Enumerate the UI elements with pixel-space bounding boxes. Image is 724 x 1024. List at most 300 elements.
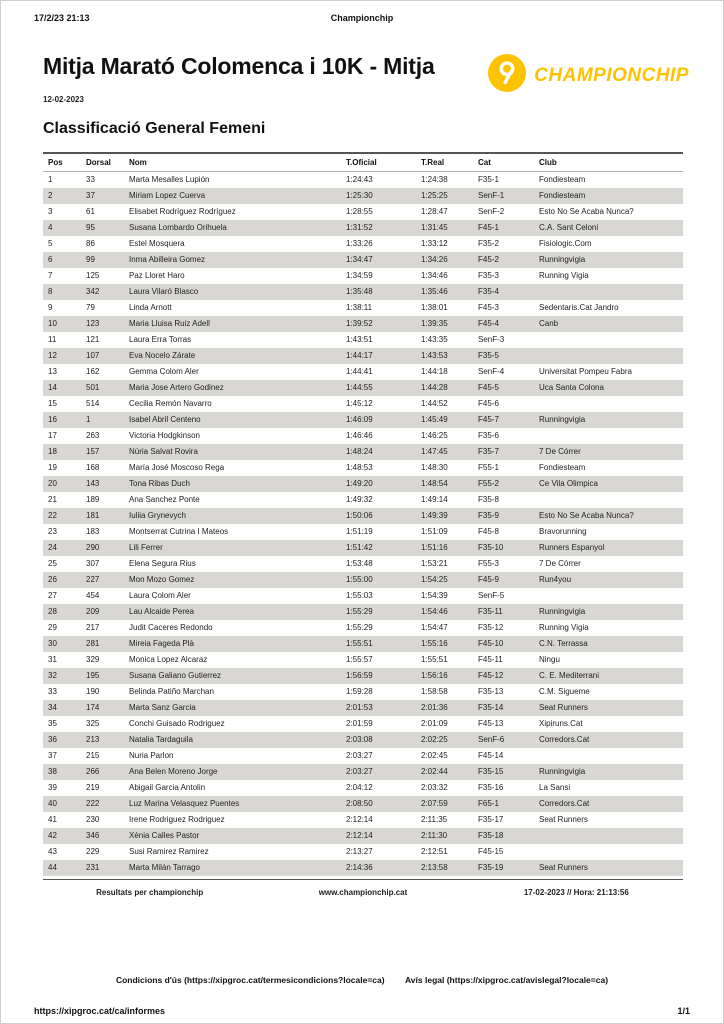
cell-nom: Belinda Patiño Marchan [129,687,214,696]
cell-nom: Nuria Parlon [129,751,174,760]
table-row [43,604,683,620]
cell-dorsal: 123 [86,319,100,328]
cell-cat: F45-7 [478,415,499,424]
cell-dorsal: 183 [86,527,100,536]
cell-club: Fisiologic.Com [539,239,592,248]
cell-t-oficial: 1:55:29 [346,623,373,632]
cell-cat: F45-5 [478,383,499,392]
cell-nom: Lau Alcaide Perea [129,607,194,616]
cell-dorsal: 222 [86,799,100,808]
cell-nom: Irene Rodriguez Rodriguez [129,815,225,824]
cell-t-oficial: 1:51:19 [346,527,373,536]
cell-pos: 40 [48,799,57,808]
cell-nom: Gemma Colom Aler [129,367,199,376]
cell-nom: María José Moscoso Rega [129,463,225,472]
cell-dorsal: 79 [86,303,95,312]
table-row [43,588,683,604]
cell-club [534,428,683,444]
results-table [43,152,683,876]
cell-pos: 28 [48,607,57,616]
cell-dorsal: 454 [86,591,100,600]
cell-pos: 32 [48,671,57,680]
cell-pos: 27 [48,591,57,600]
cell-t-real: 1:46:25 [421,431,448,440]
print-header [34,13,690,23]
cell-dorsal: 195 [86,671,100,680]
cell-t-oficial: 1:53:48 [346,559,373,568]
cell-cat: F65-1 [478,799,499,808]
cell-nom: Elisabet Rodríguez Rodríguez [129,207,236,216]
cell-dorsal: 107 [86,351,100,360]
cell-t-real: 1:34:26 [421,255,448,264]
cell-nom: Isabel Abril Centeno [129,415,201,424]
cell-nom: Ana Belen Moreno Jorge [129,767,218,776]
section-title: Classificació General Femeni [43,120,266,137]
cell-t-oficial: 1:49:32 [346,495,373,504]
legal-links-line [1,975,723,985]
cell-t-oficial: 1:49:20 [346,479,373,488]
cell-t-oficial: 1:35:48 [346,287,373,296]
cell-t-real: 2:02:45 [421,751,448,760]
cell-cat: SenF-3 [478,335,505,344]
cell-cat: F35-17 [478,815,504,824]
cell-cat: F35-5 [478,351,499,360]
cell-nom: Marta Mesalles Lupión [129,175,210,184]
cell-club: Corredors.Cat [539,735,590,744]
cell-pos: 23 [48,527,57,536]
cell-nom: Mireia Fageda Plà [129,639,194,648]
cell-nom: Natalia Tardaguila [129,735,193,744]
cell-t-oficial: 1:55:00 [346,575,373,584]
report-footer [43,879,683,897]
table-row [43,492,683,508]
cell-pos: 18 [48,447,57,456]
table-row [43,828,683,844]
column-header-pos: Pos [43,153,81,172]
cell-nom: Miriam Lopez Cuerva [129,191,206,200]
cell-dorsal: 157 [86,447,100,456]
cell-pos: 9 [48,303,53,312]
cell-cat: F35-2 [478,239,499,248]
cell-pos: 10 [48,319,57,328]
cell-cat: F45-9 [478,575,499,584]
cell-cat: F45-1 [478,223,499,232]
cell-pos: 3 [48,207,53,216]
cell-cat: F55-2 [478,479,499,488]
cell-pos: 12 [48,351,57,360]
table-row [43,236,683,252]
table-row [43,668,683,684]
cell-t-real: 1:54:25 [421,575,448,584]
cell-dorsal: 281 [86,639,100,648]
table-row [43,396,683,412]
cell-t-oficial: 1:44:55 [346,383,373,392]
cell-dorsal: 125 [86,271,100,280]
cell-t-real: 1:47:45 [421,447,448,456]
cell-nom: Conchi Guisado Rodriguez [129,719,225,728]
cell-dorsal: 33 [86,175,95,184]
cell-nom: Abigail Garcia Antolin [129,783,206,792]
cell-t-oficial: 1:33:26 [346,239,373,248]
table-row [43,460,683,476]
cell-t-oficial: 1:31:52 [346,223,373,232]
cell-nom: Paz Lloret Haro [129,271,185,280]
table-row [43,700,683,716]
cell-dorsal: 215 [86,751,100,760]
cell-pos: 21 [48,495,57,504]
cell-pos: 37 [48,751,57,760]
cell-dorsal: 230 [86,815,100,824]
cell-t-oficial: 1:48:53 [346,463,373,472]
table-row [43,252,683,268]
cell-pos: 24 [48,543,57,552]
cell-dorsal: 227 [86,575,100,584]
cell-t-oficial: 2:03:27 [346,751,373,760]
column-header-cat: Cat [473,153,534,172]
cell-t-oficial: 2:13:27 [346,847,373,856]
cell-nom: Elena Segura Rius [129,559,196,568]
cell-t-real: 1:44:52 [421,399,448,408]
cell-pos: 36 [48,735,57,744]
cell-dorsal: 143 [86,479,100,488]
cell-t-real: 1:33:12 [421,239,448,248]
table-row [43,508,683,524]
table-row [43,684,683,700]
cell-t-oficial: 1:46:09 [346,415,373,424]
cell-pos: 1 [48,175,53,184]
cell-pos: 29 [48,623,57,632]
cell-pos: 35 [48,719,57,728]
cell-dorsal: 190 [86,687,100,696]
cell-club: Esto No Se Acaba Nunca? [539,207,634,216]
table-row [43,572,683,588]
column-header-t-oficial: T.Oficial [341,153,416,172]
cell-t-real: 1:43:53 [421,351,448,360]
cell-pos: 16 [48,415,57,424]
cell-t-oficial: 1:56:59 [346,671,373,680]
cell-pos: 41 [48,815,57,824]
cell-t-oficial: 1:34:59 [346,271,373,280]
column-header-t-real: T.Real [416,153,473,172]
cell-t-oficial: 2:08:50 [346,799,373,808]
cell-t-real: 1:24:38 [421,175,448,184]
cell-t-real: 1:31:45 [421,223,448,232]
cell-t-oficial: 1:25:30 [346,191,373,200]
table-row [43,268,683,284]
cell-club: Bravorunning [539,527,587,536]
cell-club: Runningvigia [539,415,586,424]
cell-t-real: 1:54:47 [421,623,448,632]
table-row [43,748,683,764]
cell-cat: F35-18 [478,831,504,840]
cell-t-real: 1:48:30 [421,463,448,472]
cell-nom: Inma Abilleira Gomez [129,255,206,264]
cell-club: Ce Vila Olimpica [539,479,598,488]
cell-nom: Victoria Hodgkinson [129,431,201,440]
cell-cat: SenF-6 [478,735,505,744]
cell-cat: F45-10 [478,639,504,648]
cell-pos: 11 [48,335,57,344]
cell-dorsal: 217 [86,623,100,632]
cell-t-real: 2:07:59 [421,799,448,808]
cell-club: Seat Runners [539,863,588,872]
cell-t-real: 1:48:54 [421,479,448,488]
cell-nom: Lili Ferrer [129,543,163,552]
cell-club: Ningu [539,655,560,664]
cell-t-real: 1:55:51 [421,655,448,664]
cell-t-oficial: 1:59:28 [346,687,373,696]
cell-t-real: 2:03:32 [421,783,448,792]
cell-dorsal: 290 [86,543,100,552]
cell-club [534,748,683,764]
cell-t-oficial: 2:01:59 [346,719,373,728]
cell-club: Runningvigia [539,767,586,776]
cell-t-oficial: 2:14:36 [346,863,373,872]
cell-pos: 8 [48,287,53,296]
table-row [43,540,683,556]
table-row [43,428,683,444]
cell-nom: Xènia Calles Pastor [129,831,200,840]
table-row [43,316,683,332]
cell-nom: Laura Colom Aler [129,591,191,600]
cell-t-oficial: 1:51:42 [346,543,373,552]
cell-pos: 31 [48,655,57,664]
cell-cat: F35-1 [478,175,499,184]
cell-t-real: 2:12:51 [421,847,448,856]
cell-t-real: 1:55:16 [421,639,448,648]
cell-dorsal: 514 [86,399,100,408]
cell-dorsal: 189 [86,495,100,504]
cell-nom: Montserrat Cutrina I Mateos [129,527,229,536]
cell-nom: Mon Mozo Gomez [129,575,195,584]
page-title: Mitja Marató Colomenca i 10K - Mitja [43,53,435,79]
cell-club: Corredors.Cat [539,799,590,808]
cell-nom: Luz Marina Velasquez Puentes [129,799,240,808]
cell-pos: 15 [48,399,57,408]
cell-dorsal: 37 [86,191,95,200]
cell-cat: F35-6 [478,431,499,440]
cell-nom: Ana Sanchez Ponte [129,495,200,504]
cell-nom: Susana Lombardo Orihuela [129,223,227,232]
table-row [43,796,683,812]
cell-pos: 2 [48,191,53,200]
cell-club: Esto No Se Acaba Nunca? [539,511,634,520]
cell-t-oficial: 1:55:51 [346,639,373,648]
cell-nom: Tona Ribas Duch [129,479,190,488]
cell-club: C.A. Sant Celoni [539,223,599,232]
cell-dorsal: 346 [86,831,100,840]
cell-cat: F35-3 [478,271,499,280]
cell-cat: F35-10 [478,543,504,552]
cell-club: Xipiruns.Cat [539,719,583,728]
cell-cat: F35-11 [478,607,503,616]
cell-t-oficial: 1:46:46 [346,431,373,440]
cell-t-real: 1:45:49 [421,415,448,424]
table-row [43,764,683,780]
cell-pos: 44 [48,863,57,872]
cell-t-real: 1:51:16 [421,543,448,552]
cell-t-oficial: 1:39:52 [346,319,373,328]
cell-club: Fondiesteam [539,191,586,200]
cell-cat: SenF-1 [478,191,505,200]
cell-t-real: 1:43:35 [421,335,448,344]
cell-pos: 5 [48,239,53,248]
cell-club: La Sansi [539,783,571,792]
cell-nom: Estel Mosquera [129,239,185,248]
print-doc-name: Championchip [330,13,394,23]
cell-cat: SenF-4 [478,367,505,376]
cell-dorsal: 263 [86,431,100,440]
cell-nom: Laura Vilaró Blasco [129,287,199,296]
cell-pos: 20 [48,479,57,488]
cell-t-real: 2:01:36 [421,703,448,712]
cell-cat: F55-3 [478,559,499,568]
cell-t-real: 1:51:09 [421,527,448,536]
cell-t-oficial: 1:24:43 [346,175,373,184]
cell-dorsal: 209 [86,607,100,616]
cell-dorsal: 168 [86,463,100,472]
table-row [43,524,683,540]
legal-notice-link[interactable]: Avís legal (https://xipgroc.cat/avislegal?locale=ca) [404,975,609,985]
print-footer [34,1006,690,1016]
cell-t-real: 1:28:47 [421,207,448,216]
table-row [43,332,683,348]
print-datetime: 17/2/23 21:13 [34,13,90,23]
cell-cat: F35-13 [478,687,504,696]
terms-link[interactable]: Condicions d'ús (https://xipgroc.cat/termesicondicions?locale=ca) [115,975,385,985]
page-number: 1/1 [677,1006,690,1016]
cell-dorsal: 229 [86,847,100,856]
cell-dorsal: 86 [86,239,95,248]
table-row [43,716,683,732]
cell-club: 7 De Córrer [539,447,581,456]
cell-t-real: 1:39:35 [421,319,448,328]
cell-t-oficial: 1:44:41 [346,367,373,376]
cell-club [534,828,683,844]
cell-cat: F45-2 [478,255,499,264]
cell-dorsal: 325 [86,719,100,728]
cell-club: Runningvigia [539,255,586,264]
table-row [43,204,683,220]
cell-t-real: 1:44:18 [421,367,448,376]
event-date: 12-02-2023 [43,95,84,104]
footer-timestamp: 17-02-2023 // Hora: 21:13:56 [523,888,629,897]
cell-club: C. E. Mediterrani [539,671,600,680]
cell-cat: F45-12 [478,671,504,680]
cell-t-oficial: 1:34:47 [346,255,373,264]
cell-club: C.N. Terrassa [539,639,588,648]
cell-club: Runningvigia [539,607,586,616]
cell-pos: 13 [48,367,57,376]
cell-t-real: 1:34:46 [421,271,448,280]
cell-dorsal: 181 [86,511,100,520]
table-row [43,844,683,860]
cell-pos: 6 [48,255,53,264]
cell-pos: 43 [48,847,57,856]
cell-t-real: 1:54:39 [421,591,448,600]
cell-nom: Monica Lopez Alcaraz [129,655,208,664]
cell-nom: Núria Salvat Rovira [129,447,198,456]
championchip-logo-icon [488,54,526,97]
cell-club [534,284,683,300]
cell-cat: F35-9 [478,511,499,520]
cell-t-oficial: 2:04:12 [346,783,373,792]
cell-cat: F35-4 [478,287,499,296]
cell-club: Uca Santa Colona [539,383,604,392]
cell-club [534,844,683,860]
cell-cat: F45-3 [478,303,499,312]
cell-dorsal: 213 [86,735,100,744]
cell-t-real: 2:13:58 [421,863,448,872]
cell-club: Fondiesteam [539,463,586,472]
cell-club: C.M. Sigueme [539,687,590,696]
table-row [43,652,683,668]
cell-t-oficial: 2:12:14 [346,815,373,824]
cell-cat: F35-15 [478,767,504,776]
cell-dorsal: 329 [86,655,100,664]
column-header-club: Club [534,153,683,172]
cell-t-oficial: 1:44:17 [346,351,373,360]
cell-club [534,396,683,412]
cell-dorsal: 99 [86,255,95,264]
table-row [43,636,683,652]
table-row [43,380,683,396]
cell-cat: F35-7 [478,447,499,456]
cell-club: Running Vigia [539,623,589,632]
cell-t-real: 1:58:58 [421,687,448,696]
championchip-logo-text: CHAMPIONCHIP [534,64,689,86]
table-row [43,300,683,316]
cell-t-oficial: 1:43:51 [346,335,373,344]
cell-cat: F35-16 [478,783,504,792]
cell-dorsal: 231 [86,863,100,872]
cell-pos: 34 [48,703,57,712]
cell-cat: F45-11 [478,655,503,664]
cell-nom: Susana Galiano Gutierrez [129,671,222,680]
cell-dorsal: 1 [86,415,91,424]
cell-t-real: 1:56:16 [421,671,448,680]
cell-club: Runners Espanyol [539,543,605,552]
cell-nom: Eva Nocelo Zárate [129,351,196,360]
cell-cat: F35-12 [478,623,504,632]
cell-cat: F35-19 [478,863,504,872]
cell-nom: Cecilia Remón Navarro [129,399,212,408]
cell-t-real: 1:25:25 [421,191,448,200]
cell-cat: F35-8 [478,495,499,504]
cell-pos: 22 [48,511,57,520]
cell-club: Fondiesteam [539,175,586,184]
cell-dorsal: 266 [86,767,100,776]
cell-cat: F45-8 [478,527,499,536]
table-row [43,780,683,796]
championchip-logo [488,54,689,97]
column-header-dorsal: Dorsal [81,153,124,172]
cell-pos: 14 [48,383,57,392]
cell-nom: Iuliia Grynevych [129,511,186,520]
cell-cat: F35-14 [478,703,504,712]
footer-credit: Resultats per championchip [96,888,204,897]
cell-t-oficial: 1:48:24 [346,447,373,456]
cell-nom: Susi Ramirez Ramirez [129,847,209,856]
cell-club [534,588,683,604]
cell-dorsal: 95 [86,223,95,232]
cell-club: Canb [539,319,559,328]
cell-t-oficial: 1:55:03 [346,591,373,600]
table-row [43,220,683,236]
footer-website: www.championchip.cat [318,888,408,897]
cell-nom: Maria Lluisa Ruiz Adell [129,319,210,328]
cell-club: 7 De Córrer [539,559,581,568]
